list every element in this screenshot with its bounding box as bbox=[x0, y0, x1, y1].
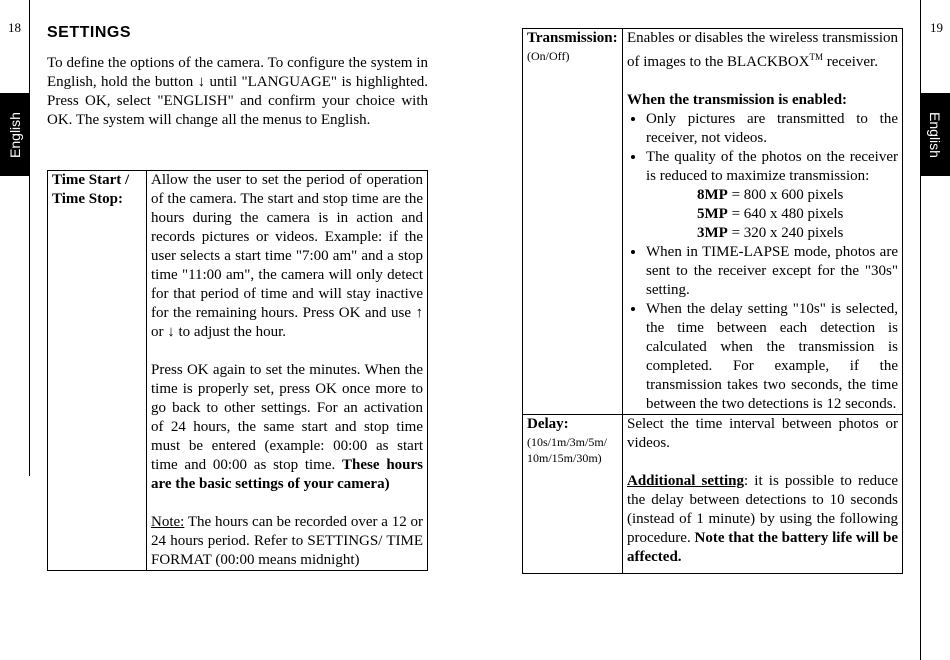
resolution-value: = 800 x 600 pixels bbox=[727, 187, 844, 203]
setting-description-cell bbox=[623, 415, 903, 574]
additional-setting-label: Additional setting bbox=[627, 473, 744, 489]
list-item: • When the delay setting "10s" is selected, the time between each detection is calculated when the transmission is completed. For example, if the transmission takes two seconds, the time between the two detections is 12 seconds. bbox=[646, 300, 898, 414]
setting-options: (On/Off) bbox=[527, 49, 570, 63]
paragraph-text: : it is possible to reduce the delay between detections to 10 seconds (instead of 1 minute) by using the following procedure. bbox=[627, 473, 899, 546]
list-item: • When in TIME-LAPSE mode, photos are sent to the receiver except for the "30s" setting. bbox=[646, 243, 898, 300]
page-heading: SETTINGS bbox=[47, 24, 132, 41]
transmission-settings-table bbox=[522, 28, 903, 574]
note-text: The hours can be recorded over a 12 or 24 hours period. Refer to SETTINGS/ TIME FORMAT (00:00 means midnight) bbox=[151, 514, 423, 568]
table-row bbox=[523, 29, 903, 415]
setting-name: Time Stop: bbox=[52, 191, 123, 207]
setting-options: 10m/15m/30m) bbox=[527, 451, 602, 465]
subheading: When the transmission is enabled: bbox=[627, 92, 848, 108]
list-item: • Only pictures are transmitted to the receiver, not videos. bbox=[646, 110, 898, 148]
resolution-value: = 320 x 240 pixels bbox=[727, 225, 844, 241]
setting-name-cell bbox=[523, 29, 623, 415]
setting-description-cell bbox=[147, 171, 428, 571]
setting-options: (10s/1m/3m/5m/ bbox=[527, 435, 608, 449]
setting-name-cell bbox=[523, 415, 623, 574]
language-tab-label: English bbox=[927, 111, 944, 158]
description-paragraph bbox=[627, 29, 898, 72]
resolution-line bbox=[646, 186, 898, 205]
time-settings-table bbox=[47, 170, 428, 571]
paragraph-text: Enables or disables the wireless transmission of images to the BLACKBOX bbox=[627, 30, 898, 70]
language-tab-label: English bbox=[7, 111, 24, 158]
description-paragraph bbox=[151, 361, 423, 494]
setting-name: Delay: bbox=[527, 416, 569, 432]
resolution-line bbox=[646, 205, 898, 224]
resolution-line bbox=[646, 224, 898, 243]
paragraph-text: receiver. bbox=[822, 54, 878, 70]
setting-name-cell bbox=[48, 171, 147, 571]
intro-paragraph: To define the options of the camera. To configure the system in English, hold the button ↓ until "LANGUAGE" is highlighted. Press OK, select "ENGLISH" and confirm your choice with OK. The system will change all the menus to English. bbox=[47, 55, 428, 128]
table-row bbox=[523, 415, 903, 574]
resolution-mp: 8MP bbox=[697, 187, 728, 203]
description-paragraph: Select the time interval between photos or videos. bbox=[627, 416, 898, 451]
setting-description-cell bbox=[623, 29, 903, 415]
emphasis-text: These hours are the basic settings of your camera) bbox=[151, 457, 423, 492]
list-item bbox=[646, 148, 898, 243]
page-number-right: 19 bbox=[930, 20, 943, 35]
table-row bbox=[48, 171, 428, 571]
resolution-mp: 3MP bbox=[697, 225, 728, 241]
page-margin-line-left bbox=[29, 0, 30, 476]
language-tab-left bbox=[0, 93, 30, 176]
emphasis-text: Note that the battery life will be affected. bbox=[627, 530, 899, 565]
resolution-mp: 5MP bbox=[697, 206, 728, 222]
note-label: Note: bbox=[151, 514, 185, 530]
list-item-text: The quality of the photos on the receiver is reduced to maximize transmission: bbox=[646, 149, 898, 184]
setting-name: Transmission: bbox=[527, 30, 618, 46]
description-paragraph bbox=[627, 472, 898, 567]
paragraph-text: Press OK again to set the minutes. When the time is properly set, press OK once more to go back to other settings. For an activation of 24 hours, the same start and stop time must be entered (example: 00:00 as start time and 00:00 as stop time. bbox=[151, 362, 423, 473]
setting-name: Time Start / bbox=[52, 172, 130, 188]
bullet-list bbox=[627, 110, 898, 414]
description-paragraph: Allow the user to set the period of operation of the camera. The start and stop time are the hours during the camera is in action and records pictures or videos. Example: if the user selects a start time "7:00 am" and a stop time "11:00 am", the camera will only detect for that period of time and will stay inactive for the remaining hours. Press OK and use ↑ or ↓ to adjust the hour. bbox=[151, 172, 423, 340]
language-tab-right bbox=[920, 93, 950, 176]
page-number-left: 18 bbox=[8, 20, 21, 35]
resolution-value: = 640 x 480 pixels bbox=[727, 206, 844, 222]
trademark-mark: TM bbox=[809, 52, 823, 62]
note-paragraph bbox=[151, 513, 423, 570]
